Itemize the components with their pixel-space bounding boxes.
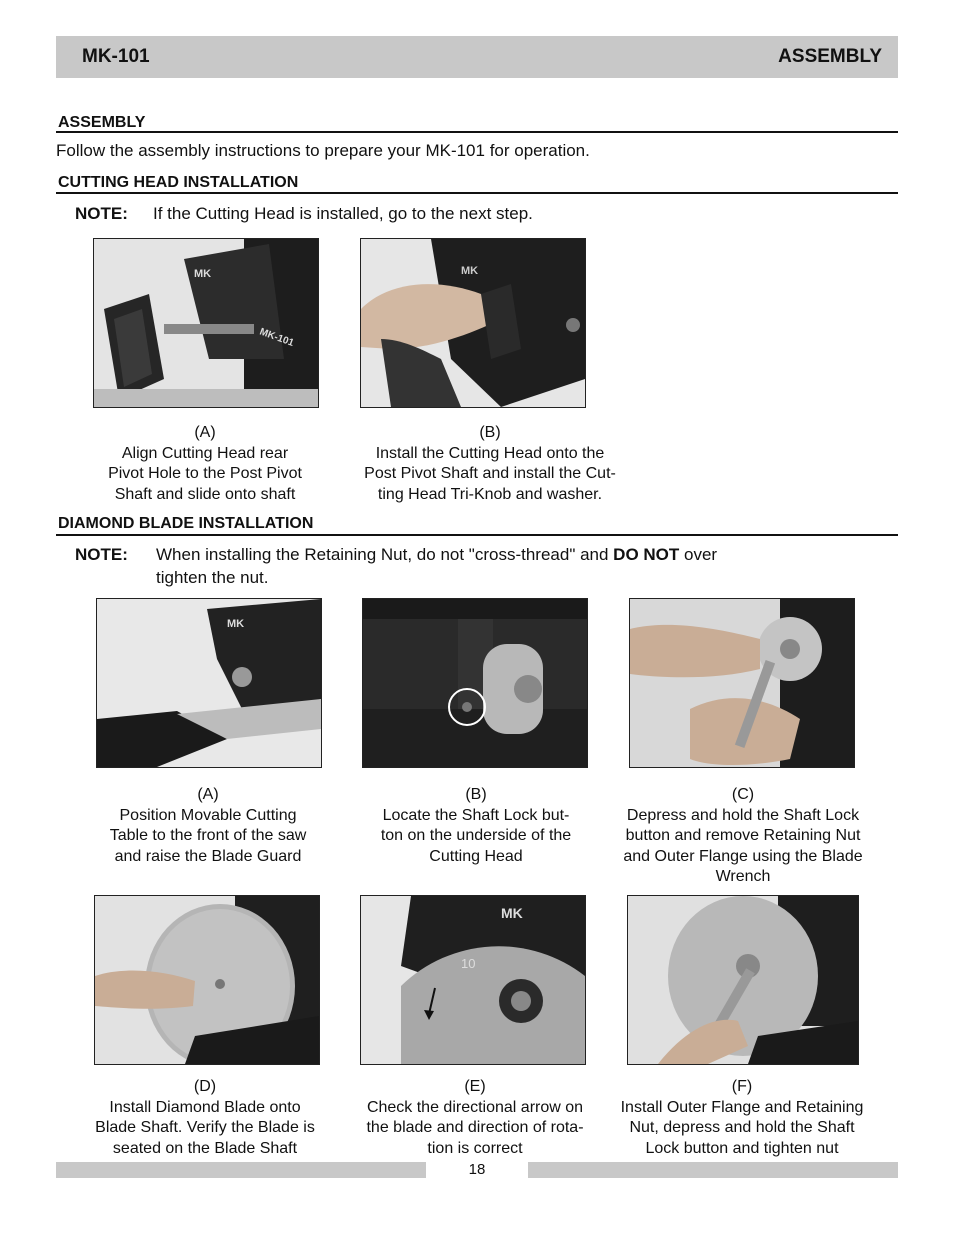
page-number: 18 — [468, 1161, 486, 1178]
caption-line: seated on the Blade Shaft — [112, 1139, 298, 1157]
cutting-head-heading: CUTTING HEAD INSTALLATION — [58, 174, 299, 191]
photo-blade-b — [362, 598, 588, 768]
photo-blade-d — [94, 895, 320, 1065]
caption-line: and Outer Flange using the Blade — [623, 847, 863, 865]
blade-caption-c — [608, 785, 878, 888]
caption-line: ting Head Tri-Knob and washer. — [377, 485, 603, 503]
caption-letter: (B) — [465, 786, 487, 803]
blade-caption-f — [604, 1077, 880, 1159]
photo-blade-a-illustration — [97, 599, 321, 767]
cutting-head-note-label: NOTE: — [75, 204, 128, 223]
caption-letter: (D) — [193, 1078, 217, 1095]
photo-blade-f-illustration — [628, 896, 858, 1064]
caption-letter: (B) — [479, 424, 501, 441]
caption-letter: (C) — [731, 786, 755, 803]
cutting-head-caption-a — [88, 423, 322, 505]
caption-line: Install the Cutting Head onto the — [375, 444, 605, 462]
caption-line: the blade and direction of rota- — [366, 1119, 584, 1136]
note-text-bold: DO NOT — [613, 545, 680, 564]
caption-line: Table to the front of the saw — [109, 827, 307, 844]
photo-cutting-head-a-illustration — [94, 239, 318, 407]
caption-letter: (E) — [464, 1078, 486, 1095]
footer-bar-left — [56, 1162, 426, 1178]
caption-line: button and remove Retaining Nut — [625, 827, 861, 844]
caption-line: Install Outer Flange and Retaining — [620, 1098, 864, 1116]
caption-letter: (A) — [194, 424, 216, 441]
caption-line: Install Diamond Blade onto — [109, 1098, 301, 1116]
photo-blade-a — [96, 598, 322, 768]
blade-caption-a — [91, 785, 325, 867]
caption-line: Wrench — [715, 868, 771, 885]
caption-letter: (F) — [731, 1078, 753, 1095]
photo-blade-d-illustration — [95, 896, 319, 1064]
blade-number-label: 10 — [461, 956, 476, 971]
photo-blade-e-illustration — [361, 896, 585, 1064]
caption-line: Shaft and slide onto shaft — [114, 485, 296, 503]
blade-caption-b — [356, 785, 596, 867]
diamond-blade-note-line2: tighten the nut. — [156, 568, 269, 587]
section-title: ASSEMBLY — [778, 46, 882, 67]
photo-blade-c-illustration — [630, 599, 854, 767]
caption-line: Post Pivot Shaft and install the Cut- — [364, 465, 616, 482]
caption-line: and raise the Blade Guard — [114, 847, 302, 865]
header-bar — [56, 36, 898, 78]
caption-line: tion is correct — [427, 1139, 523, 1157]
photo-blade-c — [629, 598, 855, 768]
caption-line: ton on the underside of the — [380, 827, 572, 844]
blade-caption-e — [350, 1077, 600, 1159]
cutting-head-note-text: If the Cutting Head is installed, go to the next step. — [153, 204, 533, 223]
note-text-post: over — [684, 545, 718, 564]
diamond-blade-note-label: NOTE: — [75, 545, 128, 564]
photo-blade-e — [360, 895, 586, 1065]
assembly-heading: ASSEMBLY — [58, 114, 146, 131]
photo-blade-f — [627, 895, 859, 1065]
model-plate-a: MK-101 — [257, 326, 296, 349]
caption-line: Lock button and tighten nut — [645, 1139, 839, 1157]
caption-line: Cutting Head — [429, 847, 523, 865]
caption-line: Blade Shaft. Verify the Blade is — [95, 1119, 315, 1136]
mk-logo-b: MK — [461, 265, 479, 277]
mk-logo-a: MK — [194, 268, 212, 280]
cutting-head-rule — [56, 192, 898, 194]
mk-logo-blade-e: MK — [501, 905, 523, 921]
photo-cutting-head-b-illustration — [361, 239, 585, 407]
photo-cutting-head-a — [93, 238, 319, 408]
photo-blade-b-illustration — [363, 599, 587, 767]
diamond-blade-rule — [56, 534, 898, 536]
mk-logo-blade-a: MK — [227, 618, 245, 630]
photo-cutting-head-b — [360, 238, 586, 408]
diamond-blade-note-line1 — [156, 545, 717, 565]
caption-line: Pivot Hole to the Post Pivot — [108, 465, 302, 482]
caption-line: Check the directional arrow on — [366, 1098, 584, 1116]
footer-bar-right — [528, 1162, 898, 1178]
blade-caption-d — [84, 1077, 326, 1159]
diamond-blade-heading: DIAMOND BLADE INSTALLATION — [58, 515, 314, 532]
caption-line: Nut, depress and hold the Shaft — [629, 1119, 855, 1136]
assembly-intro: Follow the assembly instructions to prepare your MK-101 for operation. — [56, 141, 590, 160]
model-title: MK-101 — [82, 46, 150, 67]
caption-line: Align Cutting Head rear — [121, 444, 289, 462]
assembly-rule — [56, 131, 898, 133]
note-text-pre: When installing the Retaining Nut, do not "cross-thread" and — [156, 545, 609, 564]
caption-line: Locate the Shaft Lock but- — [382, 806, 570, 824]
cutting-head-caption-b — [348, 423, 632, 505]
caption-letter: (A) — [197, 786, 219, 803]
caption-line: Depress and hold the Shaft Lock — [626, 806, 860, 824]
caption-line: Position Movable Cutting — [119, 806, 297, 824]
